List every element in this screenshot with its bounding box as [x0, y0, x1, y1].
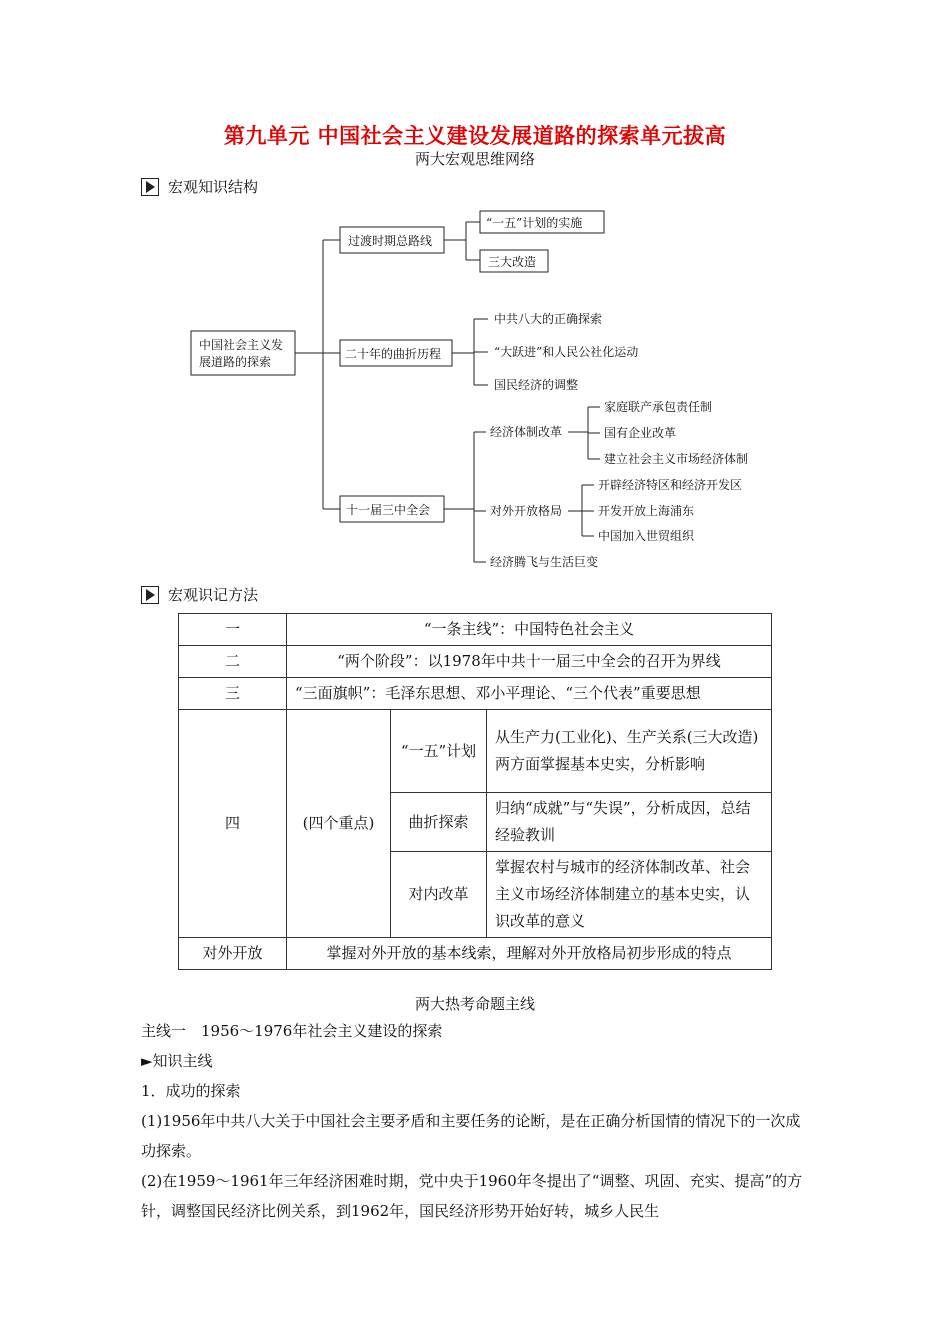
node-b3-1-3: 建立社会主义市场经济体制 [604, 452, 749, 466]
knowledge-structure-diagram [0, 195, 950, 580]
table-cell: 曲折探索 [391, 793, 487, 852]
node-b3-2-1: 开辟经济特区和经济开发区 [598, 478, 743, 492]
node-b1-1: “一五”计划的实施 [486, 216, 583, 230]
table-cell: (四个重点) [287, 710, 391, 938]
section-knowledge-structure-label: 宏观知识结构 [168, 178, 259, 196]
node-b3-2-3: 中国加入世贸组织 [598, 529, 695, 543]
paragraph-2: (2)在1959～1961年三年经济困难时期，党中央于1960年冬提出了“调整、巩固、充实、提高”的方针，调整国民经济比例关系，到1962年，国民经济形势开始好转，城乡人民生 [141, 1172, 803, 1220]
table-row [179, 646, 772, 678]
table-cell: 从生产力(工业化)、生产关系(三大改造)两方面掌握基本史实，分析影响 [487, 710, 772, 793]
node-b3-1-2: 国有企业改革 [604, 426, 677, 440]
table-cell: 四 [179, 710, 287, 938]
node-b3-2: 对外开放格局 [490, 504, 563, 518]
table-cell: “一条主线”：中国特色社会主义 [287, 614, 772, 646]
table-cell: 对外开放 [179, 938, 287, 970]
node-root-line2: 展道路的探索 [199, 355, 272, 369]
node-b3-2-2: 开发开放上海浦东 [598, 504, 695, 518]
subtitle-main-lines: 两大热考命题主线 [414, 995, 535, 1013]
node-b3-1: 经济体制改革 [490, 425, 563, 439]
table-cell: 二 [179, 646, 287, 678]
body-text [141, 1016, 813, 1226]
play-icon [141, 586, 159, 604]
table-cell: 归纳“成就”与“失误”，分析成因，总结经验教训 [487, 793, 772, 852]
main-line-heading: 主线一 1956～1976年社会主义建设的探索 [141, 1022, 443, 1040]
section-memory-methods [141, 584, 258, 605]
node-b2-1: 中共八大的正确探索 [494, 312, 603, 326]
table-cell: “两个阶段”：以1978年中共十一届三中全会的召开为界线 [287, 646, 772, 678]
paragraph-1: (1)1956年中共八大关于中国社会主要矛盾和主要任务的论断，是在正确分析国情的情况下的一次成功探索。 [141, 1112, 801, 1160]
memory-methods-table [178, 613, 772, 970]
table-cell: 掌握农村与城市的经济体制改革、社会主义市场经济体制建立的基本史实，认识改革的意义 [487, 852, 772, 938]
table-cell: “一五”计划 [391, 710, 487, 793]
table-cell: 三 [179, 678, 287, 710]
node-root-line1: 中国社会主义发 [199, 338, 284, 352]
table-cell: 一 [179, 614, 287, 646]
table-row [179, 614, 772, 646]
node-b1: 过渡时期总路线 [348, 234, 433, 248]
table-row [179, 938, 772, 970]
page-title: 第九单元 中国社会主义建设发展道路的探索单元拔高 [223, 124, 727, 148]
table-row [179, 678, 772, 710]
node-b3-1-1: 家庭联产承包责任制 [604, 400, 713, 414]
table-cell: “三面旗帜”：毛泽东思想、邓小平理论、“三个代表”重要思想 [287, 678, 772, 710]
section-memory-methods-label: 宏观识记方法 [168, 586, 259, 604]
play-icon [141, 178, 159, 196]
table-cell: 掌握对外开放的基本线索，理解对外开放格局初步形成的特点 [287, 938, 772, 970]
node-b3: 十一届三中全会 [346, 503, 431, 517]
table-cell: 对内改革 [391, 852, 487, 938]
node-b2-2: “大跃进”和人民公社化运动 [494, 345, 639, 359]
node-b1-2: 三大改造 [488, 255, 537, 269]
node-b3-3: 经济腾飞与生活巨变 [490, 555, 599, 569]
knowledge-line-label: ►知识主线 [141, 1052, 213, 1070]
subtitle-networks: 两大宏观思维网络 [414, 150, 535, 168]
section-knowledge-structure [141, 176, 258, 197]
node-b2-3: 国民经济的调整 [494, 378, 579, 392]
list-item-heading: 1．成功的探索 [141, 1082, 241, 1100]
table-row [179, 710, 772, 793]
node-b2: 二十年的曲折历程 [345, 347, 442, 361]
